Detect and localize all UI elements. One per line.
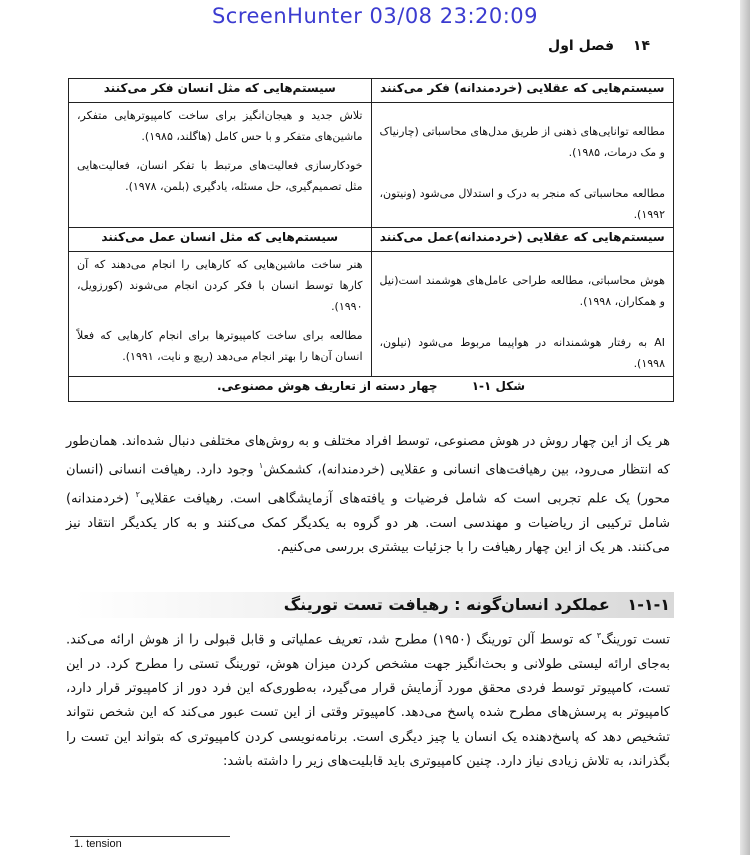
chapter-title: فصل اول [548,38,615,54]
figure-caption-text: چهار دسته از تعاریف هوش مصنوعی. [217,379,438,393]
paragraph-text: تست تورینگ [601,632,671,648]
paragraph-approaches [66,430,670,560]
cell-act-rationally [371,252,674,377]
cell-act-humanly [69,252,372,377]
definition-item: خودکارسازی فعالیت‌های مرتبط با تفکر انسان، فعالیت‌هایی مثل تصمیم‌گیری، حل مسئله، یادگیری (بلمن، ۱۹۷۸). [77,159,363,193]
footnote-ref: ۱ [258,461,264,471]
table-header-act-humanly: سیستم‌هایی که مثل انسان عمل می‌کنند [69,228,372,252]
cell-think-rationally [371,103,674,228]
definition-item: مطالعه محاسباتی که منجر به درک و استدلال می‌شود (ونیتون، ۱۹۹۲). [379,187,665,221]
footnote-divider [70,836,230,837]
definition-item: AI به رفتار هوشمندانه در هواپیما مربوط می‌شود (نیلون، ۱۹۹۸). [379,336,665,370]
section-number: ۱-۱-۱ [627,595,670,614]
paragraph-text: که توسط آلن تورینگ (۱۹۵۰) مطرح شد، تعریف عملیاتی و قابل قبولی را از هوش ارائه می‌کند. به‌جای ارائه لیستی طولانی و بحث‌انگیز جهت مشخص کردن میزان هوش، تورینگ تستی را مطرح کرد. در این تست، کامپیوتر توسط فردی محقق مورد آزمایش قرار می‌گیرد، به‌طوری‌که این فرد دور از کامپیوتر قرار دارد، کامپیوتر به پرسش‌های مطرح شده پاسخ می‌دهد. کامپیوتر وقتی از این تست عبور می‌کند که این شخص نتواند تشخیص دهد که پاسخ‌دهنده یک انسان یا چیز دیگری است. برنامه‌نویسی کردن کامپیوتری که بتواند این تست را بگذراند، به تلاش زیادی نیاز دارد. چنین کامپیوتری باید قابلیت‌های زیر را داشته باشد: [66,632,670,769]
screenhunter-watermark: ScreenHunter 03/08 23:20:09 [211,4,539,28]
figure-caption [69,377,674,402]
section-title: عملکرد انسان‌گونه : رهیافت تست تورینگ [283,595,610,614]
definition-item: مطالعه برای ساخت کامپیوترها برای انجام کارهایی که فعلاً انسان آن‌ها را بهتر انجام می‌دهد (ریچ و نایت، ۱۹۹۱). [77,329,363,363]
page-header [548,38,650,54]
footnote-ref: ۳ [596,631,602,640]
paragraph-text: هر یک از این چهار روش در هوش مصنوعی، توسط افراد مختلف و به روش‌های مختلفی دنبال شده‌اند. همان‌طور که انتظار می‌رود، بین رهیافت‌های انسانی و عقلایی (خردمندانه)، کشمکش [66,434,670,478]
paragraph-text: (خردمندانه) شامل ترکیبی از ریاضیات و مهندسی است. هر دو گروه به یکدیگر کمک می‌کنند و به کار یکدیگر انتقاد نیز می‌کنند. هر یک از این چهار رهیافت را با جزئیات بیشتری بررسی می‌کنیم. [66,491,670,555]
table-header-act-rationally: سیستم‌هایی که عقلایی (خردمندانه)عمل می‌کنند [371,228,674,252]
footnote-ref: ۲ [135,489,140,499]
table-header-think-humanly: سیستم‌هایی که مثل انسان فکر می‌کنند [69,79,372,103]
definition-item: هنر ساخت ماشین‌هایی که کارهایی را انجام می‌دهند که آن کارها توسط انسان با فکر کردن انجام می‌شوند (کورزویل، ۱۹۹۰). [77,258,363,313]
section-heading [74,592,674,618]
ai-definitions-table [68,78,674,402]
paragraph-turing-test [66,624,670,774]
footnote: 1. tension [74,838,122,850]
cell-think-humanly [69,103,372,228]
definition-item: هوش محاسباتی، مطالعه طراحی عامل‌های هوشمند است(نیل و همکاران، ۱۹۹۸). [379,274,665,308]
page-number: ۱۴ [632,38,650,54]
figure-label: شکل ۱-۱ [471,379,525,393]
paragraph-text: وجود دارد. رهیافت انسانی (انسان محور) یک علم تجربی است که شامل فرضیات و یافته‌های آزمایشگاهی است. رهیافت عقلایی [66,462,670,507]
definition-item: تلاش جدید و هیجان‌انگیز برای ساخت کامپیوترهایی متفکر، ماشین‌های متفکر و با حس کامل (هاگلند، ۱۹۸۵). [77,109,363,143]
page-edge-shadow [740,0,750,855]
definition-item: مطالعه توانایی‌های ذهنی از طریق مدل‌های محاسباتی (چارنیاک و مک درمات، ۱۹۸۵). [379,125,665,159]
table-header-think-rationally: سیستم‌هایی که عقلایی (خردمندانه) فکر می‌کنند [371,79,674,103]
